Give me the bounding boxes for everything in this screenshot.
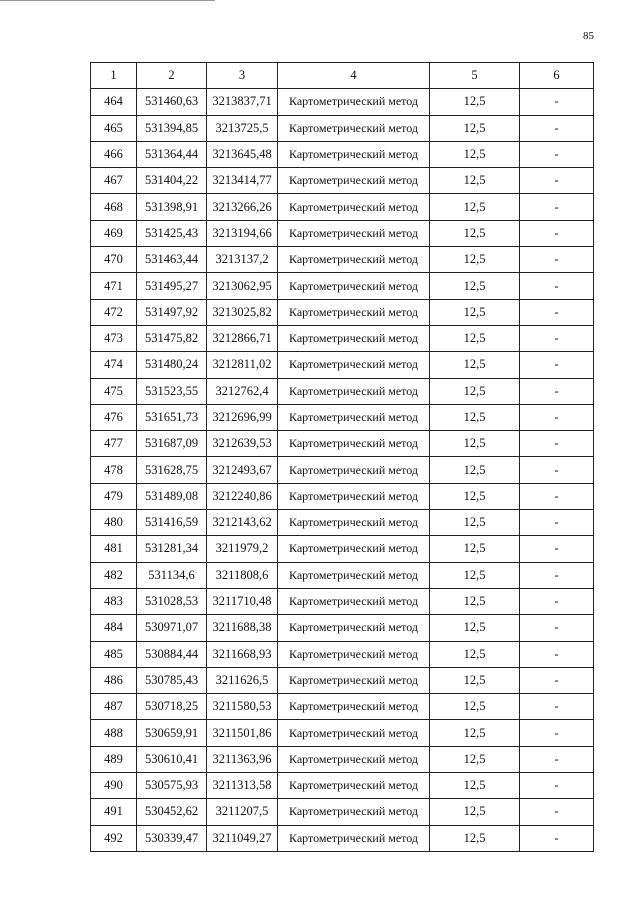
point-number-cell: 472 xyxy=(91,299,137,325)
method-cell: Картометрический метод xyxy=(278,536,430,562)
x-coordinate-cell: 530785,43 xyxy=(137,667,207,693)
y-coordinate-cell: 3212240,86 xyxy=(207,483,278,509)
y-coordinate-cell: 3212639,53 xyxy=(207,431,278,457)
accuracy-cell: 12,5 xyxy=(430,352,520,378)
description-cell: - xyxy=(520,273,594,299)
table-row xyxy=(91,588,594,614)
y-coordinate-cell: 3213837,71 xyxy=(207,89,278,115)
table-header-row xyxy=(91,63,594,89)
table-row xyxy=(91,773,594,799)
method-cell: Картометрический метод xyxy=(278,299,430,325)
point-number-cell: 492 xyxy=(91,825,137,851)
point-number-cell: 471 xyxy=(91,273,137,299)
x-coordinate-cell: 531404,22 xyxy=(137,168,207,194)
y-coordinate-cell: 3213137,2 xyxy=(207,247,278,273)
table-row xyxy=(91,746,594,772)
method-cell: Картометрический метод xyxy=(278,273,430,299)
table-row xyxy=(91,247,594,273)
y-coordinate-cell: 3212143,62 xyxy=(207,510,278,536)
column-header: 5 xyxy=(430,63,520,89)
method-cell: Картометрический метод xyxy=(278,694,430,720)
method-cell: Картометрический метод xyxy=(278,483,430,509)
description-cell: - xyxy=(520,825,594,851)
table-row xyxy=(91,378,594,404)
accuracy-cell: 12,5 xyxy=(430,615,520,641)
column-header: 1 xyxy=(91,63,137,89)
method-cell: Картометрический метод xyxy=(278,667,430,693)
point-number-cell: 478 xyxy=(91,457,137,483)
table-row xyxy=(91,325,594,351)
method-cell: Картометрический метод xyxy=(278,325,430,351)
table-row xyxy=(91,352,594,378)
x-coordinate-cell: 530452,62 xyxy=(137,799,207,825)
x-coordinate-cell: 530884,44 xyxy=(137,641,207,667)
y-coordinate-cell: 3211501,86 xyxy=(207,720,278,746)
point-number-cell: 467 xyxy=(91,168,137,194)
description-cell: - xyxy=(520,799,594,825)
description-cell: - xyxy=(520,641,594,667)
y-coordinate-cell: 3212696,99 xyxy=(207,404,278,430)
description-cell: - xyxy=(520,667,594,693)
point-number-cell: 477 xyxy=(91,431,137,457)
description-cell: - xyxy=(520,247,594,273)
x-coordinate-cell: 531394,85 xyxy=(137,115,207,141)
y-coordinate-cell: 3213414,77 xyxy=(207,168,278,194)
point-number-cell: 476 xyxy=(91,404,137,430)
y-coordinate-cell: 3213645,48 xyxy=(207,141,278,167)
table-row xyxy=(91,667,594,693)
x-coordinate-cell: 531523,55 xyxy=(137,378,207,404)
y-coordinate-cell: 3213194,66 xyxy=(207,220,278,246)
description-cell: - xyxy=(520,168,594,194)
y-coordinate-cell: 3211979,2 xyxy=(207,536,278,562)
method-cell: Картометрический метод xyxy=(278,378,430,404)
table-row xyxy=(91,273,594,299)
table-row xyxy=(91,404,594,430)
method-cell: Картометрический метод xyxy=(278,168,430,194)
method-cell: Картометрический метод xyxy=(278,352,430,378)
description-cell: - xyxy=(520,89,594,115)
x-coordinate-cell: 530971,07 xyxy=(137,615,207,641)
method-cell: Картометрический метод xyxy=(278,141,430,167)
y-coordinate-cell: 3211688,38 xyxy=(207,615,278,641)
y-coordinate-cell: 3211668,93 xyxy=(207,641,278,667)
x-coordinate-cell: 531364,44 xyxy=(137,141,207,167)
accuracy-cell: 12,5 xyxy=(430,89,520,115)
table-row xyxy=(91,641,594,667)
table-row xyxy=(91,115,594,141)
method-cell: Картометрический метод xyxy=(278,773,430,799)
x-coordinate-cell: 530659,91 xyxy=(137,720,207,746)
point-number-cell: 491 xyxy=(91,799,137,825)
method-cell: Картометрический метод xyxy=(278,457,430,483)
x-coordinate-cell: 531628,75 xyxy=(137,457,207,483)
accuracy-cell: 12,5 xyxy=(430,299,520,325)
table-row xyxy=(91,536,594,562)
description-cell: - xyxy=(520,457,594,483)
point-number-cell: 481 xyxy=(91,536,137,562)
x-coordinate-cell: 530718,25 xyxy=(137,694,207,720)
point-number-cell: 475 xyxy=(91,378,137,404)
table-row xyxy=(91,562,594,588)
accuracy-cell: 12,5 xyxy=(430,141,520,167)
accuracy-cell: 12,5 xyxy=(430,536,520,562)
top-rule xyxy=(0,0,215,1)
point-number-cell: 483 xyxy=(91,588,137,614)
y-coordinate-cell: 3211313,58 xyxy=(207,773,278,799)
description-cell: - xyxy=(520,536,594,562)
description-cell: - xyxy=(520,220,594,246)
accuracy-cell: 12,5 xyxy=(430,773,520,799)
point-number-cell: 489 xyxy=(91,746,137,772)
method-cell: Картометрический метод xyxy=(278,720,430,746)
accuracy-cell: 12,5 xyxy=(430,641,520,667)
x-coordinate-cell: 531134,6 xyxy=(137,562,207,588)
column-header: 6 xyxy=(520,63,594,89)
accuracy-cell: 12,5 xyxy=(430,404,520,430)
point-number-cell: 490 xyxy=(91,773,137,799)
y-coordinate-cell: 3211363,96 xyxy=(207,746,278,772)
page-number: 85 xyxy=(583,30,594,42)
method-cell: Картометрический метод xyxy=(278,194,430,220)
description-cell: - xyxy=(520,378,594,404)
table-row xyxy=(91,825,594,851)
accuracy-cell: 12,5 xyxy=(430,720,520,746)
description-cell: - xyxy=(520,588,594,614)
accuracy-cell: 12,5 xyxy=(430,483,520,509)
method-cell: Картометрический метод xyxy=(278,404,430,430)
point-number-cell: 484 xyxy=(91,615,137,641)
description-cell: - xyxy=(520,773,594,799)
x-coordinate-cell: 530339,47 xyxy=(137,825,207,851)
x-coordinate-cell: 531489,08 xyxy=(137,483,207,509)
y-coordinate-cell: 3213725,5 xyxy=(207,115,278,141)
y-coordinate-cell: 3213025,82 xyxy=(207,299,278,325)
x-coordinate-cell: 531425,43 xyxy=(137,220,207,246)
point-number-cell: 486 xyxy=(91,667,137,693)
table-row xyxy=(91,299,594,325)
coordinates-table xyxy=(90,62,594,852)
description-cell: - xyxy=(520,299,594,325)
y-coordinate-cell: 3211808,6 xyxy=(207,562,278,588)
y-coordinate-cell: 3211710,48 xyxy=(207,588,278,614)
accuracy-cell: 12,5 xyxy=(430,694,520,720)
accuracy-cell: 12,5 xyxy=(430,457,520,483)
point-number-cell: 474 xyxy=(91,352,137,378)
method-cell: Картометрический метод xyxy=(278,799,430,825)
description-cell: - xyxy=(520,431,594,457)
y-coordinate-cell: 3211580,53 xyxy=(207,694,278,720)
x-coordinate-cell: 531028,53 xyxy=(137,588,207,614)
point-number-cell: 466 xyxy=(91,141,137,167)
accuracy-cell: 12,5 xyxy=(430,510,520,536)
y-coordinate-cell: 3212493,67 xyxy=(207,457,278,483)
y-coordinate-cell: 3213062,95 xyxy=(207,273,278,299)
table-row xyxy=(91,457,594,483)
x-coordinate-cell: 531416,59 xyxy=(137,510,207,536)
point-number-cell: 488 xyxy=(91,720,137,746)
x-coordinate-cell: 531495,27 xyxy=(137,273,207,299)
description-cell: - xyxy=(520,562,594,588)
description-cell: - xyxy=(520,720,594,746)
column-header: 3 xyxy=(207,63,278,89)
accuracy-cell: 12,5 xyxy=(430,194,520,220)
point-number-cell: 464 xyxy=(91,89,137,115)
method-cell: Картометрический метод xyxy=(278,220,430,246)
method-cell: Картометрический метод xyxy=(278,615,430,641)
method-cell: Картометрический метод xyxy=(278,431,430,457)
accuracy-cell: 12,5 xyxy=(430,273,520,299)
x-coordinate-cell: 531281,34 xyxy=(137,536,207,562)
description-cell: - xyxy=(520,404,594,430)
table-row xyxy=(91,510,594,536)
x-coordinate-cell: 530575,93 xyxy=(137,773,207,799)
description-cell: - xyxy=(520,325,594,351)
x-coordinate-cell: 530610,41 xyxy=(137,746,207,772)
description-cell: - xyxy=(520,352,594,378)
y-coordinate-cell: 3211049,27 xyxy=(207,825,278,851)
method-cell: Картометрический метод xyxy=(278,89,430,115)
table-row xyxy=(91,141,594,167)
y-coordinate-cell: 3212762,4 xyxy=(207,378,278,404)
table-row xyxy=(91,168,594,194)
description-cell: - xyxy=(520,483,594,509)
accuracy-cell: 12,5 xyxy=(430,220,520,246)
description-cell: - xyxy=(520,115,594,141)
point-number-cell: 470 xyxy=(91,247,137,273)
table-row xyxy=(91,194,594,220)
description-cell: - xyxy=(520,615,594,641)
description-cell: - xyxy=(520,194,594,220)
x-coordinate-cell: 531398,91 xyxy=(137,194,207,220)
y-coordinate-cell: 3212811,02 xyxy=(207,352,278,378)
table-row xyxy=(91,431,594,457)
table-row xyxy=(91,694,594,720)
table-row xyxy=(91,220,594,246)
y-coordinate-cell: 3212866,71 xyxy=(207,325,278,351)
accuracy-cell: 12,5 xyxy=(430,799,520,825)
table-row xyxy=(91,615,594,641)
point-number-cell: 465 xyxy=(91,115,137,141)
y-coordinate-cell: 3211207,5 xyxy=(207,799,278,825)
accuracy-cell: 12,5 xyxy=(430,825,520,851)
table-body xyxy=(91,89,594,852)
y-coordinate-cell: 3213266,26 xyxy=(207,194,278,220)
point-number-cell: 480 xyxy=(91,510,137,536)
point-number-cell: 473 xyxy=(91,325,137,351)
accuracy-cell: 12,5 xyxy=(430,325,520,351)
point-number-cell: 479 xyxy=(91,483,137,509)
description-cell: - xyxy=(520,694,594,720)
method-cell: Картометрический метод xyxy=(278,115,430,141)
point-number-cell: 485 xyxy=(91,641,137,667)
y-coordinate-cell: 3211626,5 xyxy=(207,667,278,693)
x-coordinate-cell: 531497,92 xyxy=(137,299,207,325)
accuracy-cell: 12,5 xyxy=(430,378,520,404)
method-cell: Картометрический метод xyxy=(278,825,430,851)
table-row xyxy=(91,720,594,746)
description-cell: - xyxy=(520,510,594,536)
accuracy-cell: 12,5 xyxy=(430,168,520,194)
accuracy-cell: 12,5 xyxy=(430,746,520,772)
method-cell: Картометрический метод xyxy=(278,562,430,588)
description-cell: - xyxy=(520,141,594,167)
description-cell: - xyxy=(520,746,594,772)
accuracy-cell: 12,5 xyxy=(430,431,520,457)
x-coordinate-cell: 531475,82 xyxy=(137,325,207,351)
x-coordinate-cell: 531651,73 xyxy=(137,404,207,430)
accuracy-cell: 12,5 xyxy=(430,247,520,273)
column-header: 4 xyxy=(278,63,430,89)
x-coordinate-cell: 531480,24 xyxy=(137,352,207,378)
x-coordinate-cell: 531463,44 xyxy=(137,247,207,273)
method-cell: Картометрический метод xyxy=(278,510,430,536)
point-number-cell: 469 xyxy=(91,220,137,246)
accuracy-cell: 12,5 xyxy=(430,562,520,588)
accuracy-cell: 12,5 xyxy=(430,588,520,614)
x-coordinate-cell: 531687,09 xyxy=(137,431,207,457)
accuracy-cell: 12,5 xyxy=(430,115,520,141)
point-number-cell: 487 xyxy=(91,694,137,720)
method-cell: Картометрический метод xyxy=(278,588,430,614)
point-number-cell: 482 xyxy=(91,562,137,588)
table-row xyxy=(91,89,594,115)
point-number-cell: 468 xyxy=(91,194,137,220)
method-cell: Картометрический метод xyxy=(278,641,430,667)
x-coordinate-cell: 531460,63 xyxy=(137,89,207,115)
column-header: 2 xyxy=(137,63,207,89)
method-cell: Картометрический метод xyxy=(278,746,430,772)
table-row xyxy=(91,799,594,825)
accuracy-cell: 12,5 xyxy=(430,667,520,693)
table-row xyxy=(91,483,594,509)
method-cell: Картометрический метод xyxy=(278,247,430,273)
